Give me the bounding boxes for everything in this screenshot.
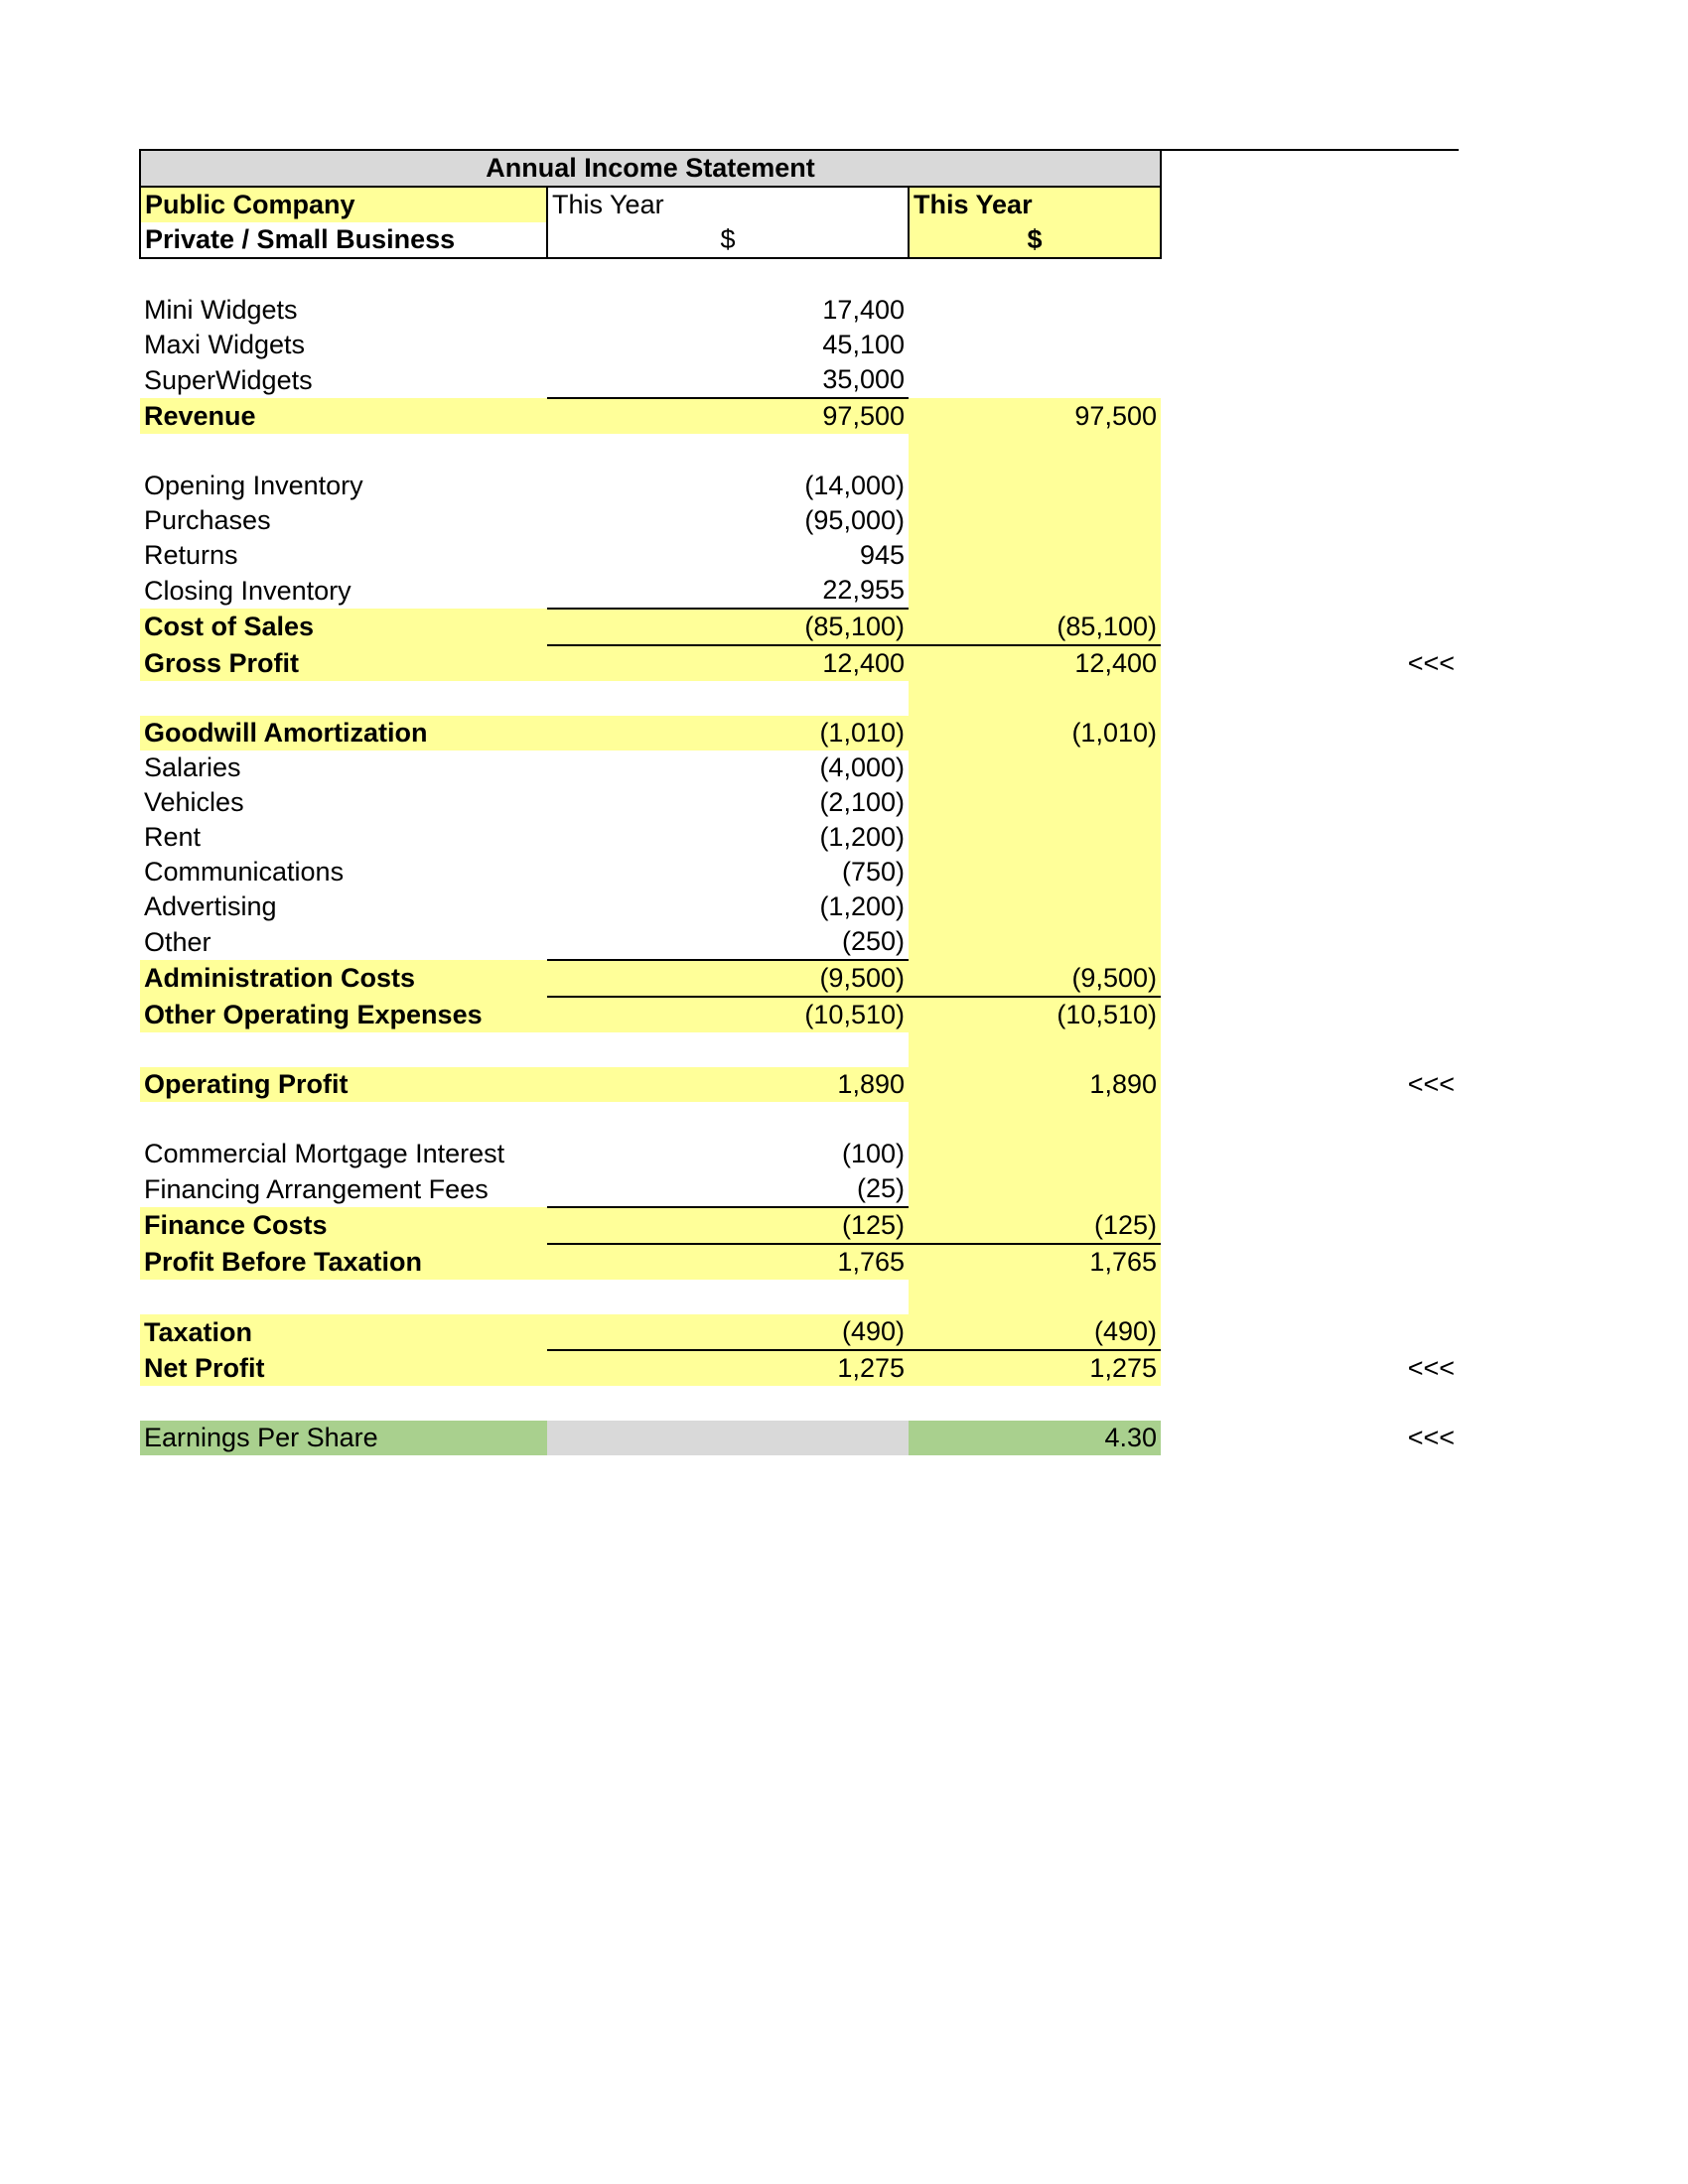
statement-title: Annual Income Statement	[140, 150, 1161, 187]
table-row	[140, 820, 1459, 855]
table-row	[140, 398, 1459, 434]
private-value: (125)	[909, 1207, 1161, 1244]
public-value: (1,200)	[819, 891, 905, 921]
row-label: Mini Widgets	[144, 295, 298, 325]
spacer-row	[140, 681, 1459, 716]
private-value: (85,100)	[909, 609, 1161, 645]
private-value: (10,510)	[909, 997, 1161, 1032]
public-value: (9,500)	[547, 960, 909, 997]
public-value: 1,765	[547, 1244, 909, 1280]
row-label: Advertising	[144, 891, 277, 921]
row-label: Taxation	[140, 1314, 547, 1350]
public-value: 45,100	[822, 330, 905, 359]
private-value: 1,275	[909, 1350, 1161, 1386]
public-value: (25)	[856, 1173, 905, 1203]
table-row	[140, 1421, 1459, 1455]
public-value	[547, 1421, 909, 1455]
row-label: Purchases	[144, 505, 271, 535]
header-row-2	[140, 222, 1459, 258]
row-label: Other	[144, 926, 211, 957]
row-label: Salaries	[144, 752, 241, 782]
table-row	[140, 1207, 1459, 1244]
table-row	[140, 645, 1459, 681]
row-label: Finance Costs	[140, 1207, 547, 1244]
row-label: Financing Arrangement Fees	[144, 1173, 489, 1204]
private-year-header: This Year	[909, 187, 1161, 222]
table-row	[140, 997, 1459, 1032]
spacer-row	[140, 1102, 1459, 1137]
spacer-row	[140, 1386, 1459, 1421]
table-row	[140, 1067, 1459, 1102]
row-label: SuperWidgets	[144, 364, 313, 395]
table-row	[140, 1244, 1459, 1280]
table-row	[140, 293, 1459, 328]
table-row	[140, 609, 1459, 645]
row-label: Returns	[144, 540, 238, 570]
private-value: 1,765	[909, 1244, 1161, 1280]
private-value: 1,890	[909, 1067, 1161, 1102]
flag-marker: <<<	[1407, 1423, 1455, 1452]
public-value: 17,400	[822, 295, 905, 325]
header-title-row	[140, 150, 1459, 187]
public-value: 22,955	[822, 575, 905, 605]
private-value: 12,400	[909, 645, 1161, 681]
table-row	[140, 1137, 1459, 1171]
public-value: 12,400	[547, 645, 909, 681]
row-label: Closing Inventory	[144, 575, 352, 606]
flag-marker: <<<	[1407, 1352, 1455, 1383]
row-label: Earnings Per Share	[140, 1421, 547, 1455]
row-label: Vehicles	[144, 787, 244, 817]
table-row	[140, 924, 1459, 960]
public-value: 1,890	[547, 1067, 909, 1102]
public-value: (2,100)	[819, 787, 905, 817]
row-label: Administration Costs	[140, 960, 547, 997]
row-label: Gross Profit	[140, 645, 547, 681]
table-row	[140, 469, 1459, 503]
row-label: Net Profit	[140, 1350, 547, 1386]
private-value: (490)	[909, 1314, 1161, 1350]
table-row	[140, 855, 1459, 889]
public-value: 1,275	[547, 1350, 909, 1386]
private-business-label: Private / Small Business	[140, 222, 547, 258]
public-value: (95,000)	[804, 505, 905, 535]
public-value: 97,500	[547, 398, 909, 434]
spacer-row	[140, 258, 1459, 293]
table-row	[140, 573, 1459, 609]
public-value: (490)	[547, 1314, 909, 1350]
table-row	[140, 362, 1459, 398]
row-label: Goodwill Amortization	[140, 716, 547, 751]
flag-marker: <<<	[1407, 1069, 1455, 1099]
public-value: 35,000	[822, 364, 905, 394]
private-value: (1,010)	[909, 716, 1161, 751]
table-row	[140, 1171, 1459, 1207]
public-currency-header: $	[547, 222, 909, 258]
spacer-row	[140, 1280, 1459, 1314]
public-value: (250)	[841, 926, 905, 956]
spacer-row	[140, 1032, 1459, 1067]
public-company-label: Public Company	[140, 187, 547, 222]
public-value: (10,510)	[547, 997, 909, 1032]
public-value: (85,100)	[547, 609, 909, 645]
row-label: Revenue	[140, 398, 547, 434]
public-value: (750)	[841, 857, 905, 887]
table-row	[140, 889, 1459, 924]
table-row	[140, 716, 1459, 751]
row-label: Profit Before Taxation	[140, 1244, 547, 1280]
income-statement-table	[139, 149, 1459, 1455]
table-row	[140, 328, 1459, 362]
row-label: Maxi Widgets	[144, 330, 306, 359]
row-label: Communications	[144, 857, 345, 887]
table-row	[140, 503, 1459, 538]
table-row	[140, 785, 1459, 820]
public-value: (100)	[841, 1139, 905, 1168]
row-label: Commercial Mortgage Interest	[144, 1139, 505, 1168]
header-row-1	[140, 187, 1459, 222]
table-row	[140, 751, 1459, 785]
public-value: (14,000)	[804, 471, 905, 500]
spacer-row	[140, 434, 1459, 469]
private-currency-header: $	[909, 222, 1161, 258]
row-label: Operating Profit	[140, 1067, 547, 1102]
table-row	[140, 538, 1459, 573]
private-value: (9,500)	[909, 960, 1161, 997]
table-row	[140, 1350, 1459, 1386]
public-year-header: This Year	[547, 187, 909, 222]
public-value: (1,010)	[547, 716, 909, 751]
row-label: Rent	[144, 822, 202, 852]
row-label: Other Operating Expenses	[140, 997, 547, 1032]
private-value: 4.30	[909, 1421, 1161, 1455]
public-value: (1,200)	[819, 822, 905, 852]
row-label: Opening Inventory	[144, 471, 363, 500]
flag-marker: <<<	[1407, 647, 1455, 678]
public-value: (4,000)	[819, 752, 905, 782]
public-value: (125)	[547, 1207, 909, 1244]
table-row	[140, 1314, 1459, 1350]
row-label: Cost of Sales	[140, 609, 547, 645]
private-value: 97,500	[909, 398, 1161, 434]
table-row	[140, 960, 1459, 997]
public-value: 945	[859, 540, 905, 570]
